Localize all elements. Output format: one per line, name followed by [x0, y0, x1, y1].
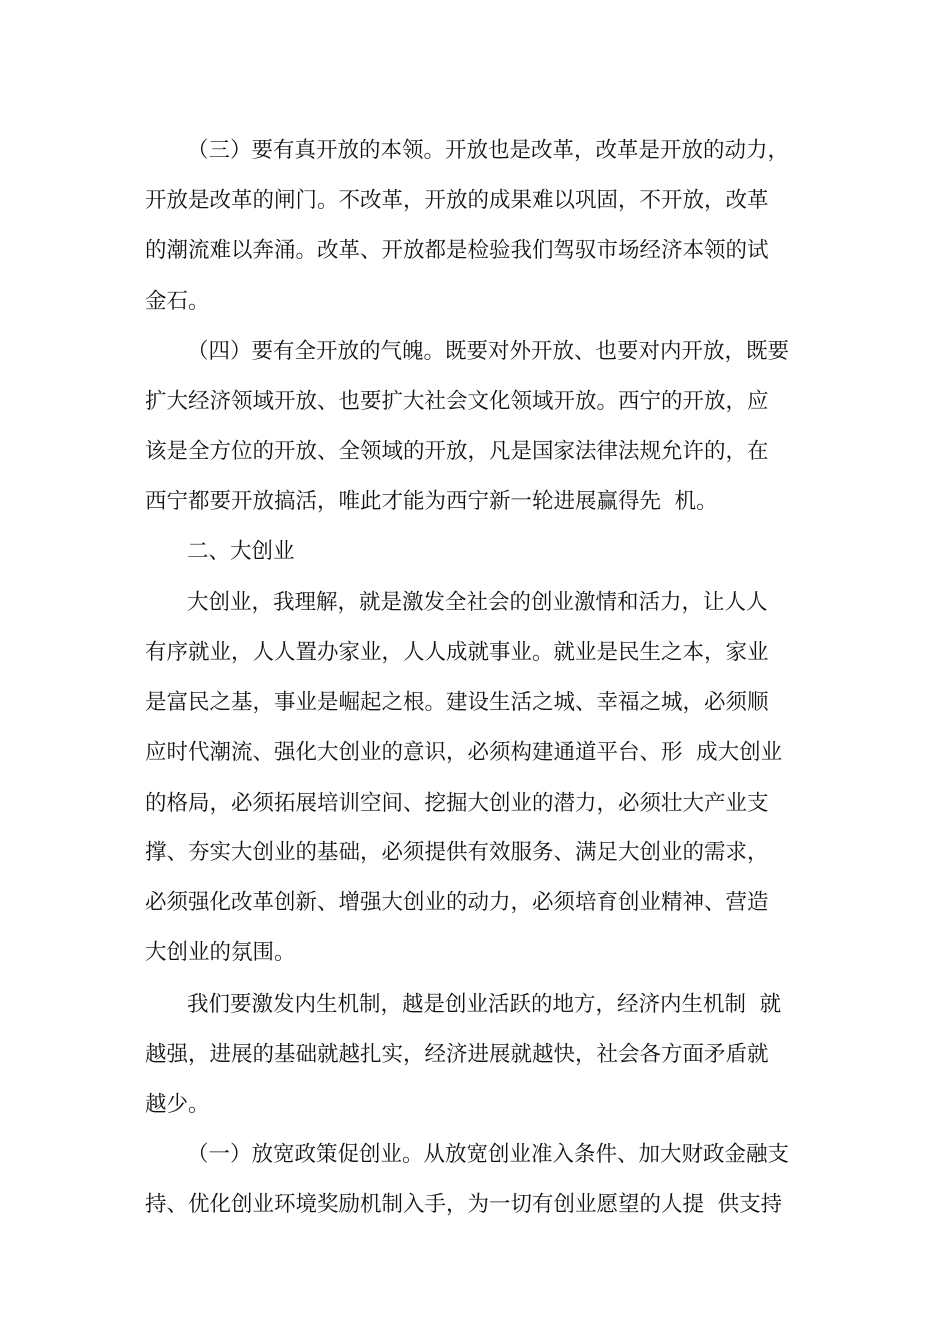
paragraph-line: 有序就业，人人置办家业，人人成就事业。就业是民生之本，家业 — [145, 640, 769, 665]
paragraph-line: 扩大经济领域开放、也要扩大社会文化领域开放。西宁的开放，应 — [145, 389, 769, 414]
paragraph-line: 的潮流难以奔涌。改革、开放都是检验我们驾驭市场经济本领的试 — [145, 238, 769, 263]
paragraph-line: 应时代潮流、强化大创业的意识，必须构建通道平台、形 成大创业 — [145, 740, 783, 765]
paragraph-line: 越强，进展的基础就越扎实，经济进展就越快，社会各方面矛盾就 — [145, 1042, 769, 1067]
paragraph-line: （三）要有真开放的本领。开放也是改革，改革是开放的动力， — [187, 138, 790, 163]
paragraph-line: 金石。 — [145, 289, 210, 314]
paragraph-line: 大创业，我理解，就是激发全社会的创业激情和活力，让人人 — [187, 590, 768, 615]
paragraph-line: （一）放宽政策促创业。从放宽创业准入条件、加大财政金融支 — [187, 1142, 790, 1167]
paragraph-line: （四）要有全开放的气魄。既要对外开放、也要对内开放，既要 — [187, 339, 790, 364]
paragraph-line: 的格局，必须拓展培训空间、挖掘大创业的潜力，必须壮大产业支 — [145, 791, 769, 816]
paragraph-line: 越少。 — [145, 1092, 210, 1117]
paragraph-line: 西宁都要开放搞活，唯此才能为西宁新一轮进展赢得先 机。 — [145, 489, 718, 514]
paragraph-line: 必须强化改革创新、增强大创业的动力，必须培育创业精神、营造 — [145, 890, 769, 915]
section-heading: 二、大创业 — [187, 539, 295, 564]
paragraph-line: 我们要激发内生机制，越是创业活跃的地方，经济内生机制 就 — [187, 992, 782, 1017]
paragraph-line: 大创业的氛围。 — [145, 940, 296, 965]
paragraph-line: 撑、夯实大创业的基础，必须提供有效服务、满足大创业的需求， — [145, 840, 769, 865]
paragraph-line: 开放是改革的闸门。不改革，开放的成果难以巩固，不开放，改革 — [145, 188, 769, 213]
paragraph-line: 该是全方位的开放、全领域的开放，凡是国家法律法规允许的，在 — [145, 439, 769, 464]
paragraph-line: 是富民之基，事业是崛起之根。建设生活之城、幸福之城，必须顺 — [145, 690, 769, 715]
paragraph-line: 持、优化创业环境奖励机制入手，为一切有创业愿望的人提 供支持 — [145, 1192, 783, 1217]
